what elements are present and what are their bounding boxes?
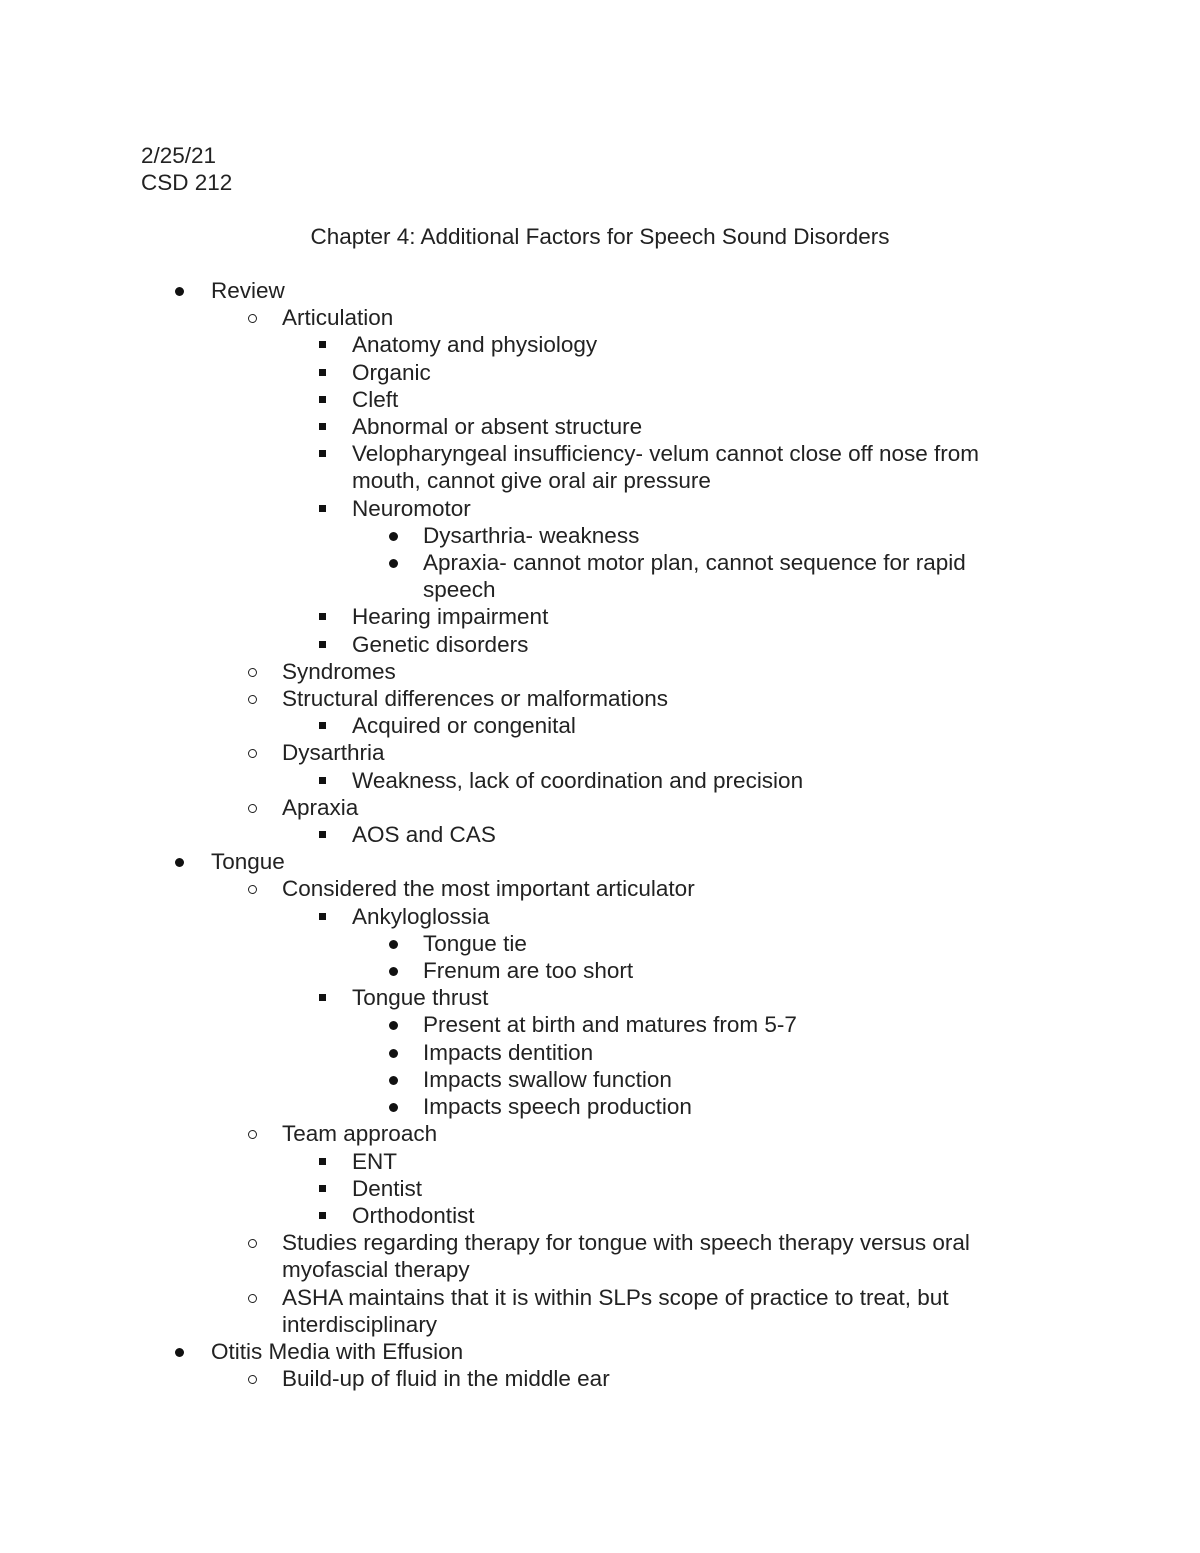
square-bullet-icon (319, 396, 326, 403)
square-bullet-icon (319, 505, 326, 512)
outline-item-text: Syndromes (282, 658, 396, 684)
outline-item-level-3 (0, 495, 1200, 522)
outline-item-text: Structural differences or malformations (282, 686, 668, 712)
hollow-circle-bullet-icon (248, 1375, 257, 1384)
square-bullet-icon (319, 831, 326, 838)
outline-item-level-3 (0, 984, 1200, 1011)
chapter-title: Chapter 4: Additional Factors for Speech Sound Disorders (310, 224, 890, 249)
outline-item-level-2 (0, 1365, 1200, 1392)
outline-item-level-3 (0, 1175, 1200, 1202)
outline-item-level-3 (0, 331, 1200, 358)
outline-item-text: Impacts swallow function (423, 1066, 672, 1092)
outline-item-text: Frenum are too short (423, 958, 634, 984)
outline-item-text: Apraxia (282, 794, 359, 820)
round-bullet-icon (389, 967, 398, 976)
outline-item-text: Apraxia- cannot motor plan, cannot sequence for rapid speech (423, 550, 966, 603)
course-code: CSD 212 (141, 170, 233, 195)
outline-item-text: Studies regarding therapy for tongue with speech therapy versus oral myofascial therapy (282, 1230, 970, 1283)
outline-item-level-3 (0, 631, 1200, 658)
outline-item-level-2 (0, 794, 1200, 821)
outline-item-level-3 (0, 821, 1200, 848)
hollow-circle-bullet-icon (248, 749, 257, 758)
square-bullet-icon (319, 341, 326, 348)
outline-item-text: Articulation (282, 305, 394, 331)
outline-item-level-4 (0, 1093, 1200, 1120)
outline-item-level-1 (0, 277, 1200, 304)
round-bullet-icon (175, 287, 184, 296)
hollow-circle-bullet-icon (248, 314, 257, 323)
outline-item-text: Tongue tie (423, 930, 527, 956)
outline-item-text: Neuromotor (352, 495, 471, 521)
round-bullet-icon (389, 559, 398, 568)
outline-item-text: Team approach (282, 1121, 438, 1147)
outline-item-text: Dentist (352, 1175, 423, 1201)
hollow-circle-bullet-icon (248, 804, 257, 813)
outline-item-level-4 (0, 522, 1200, 549)
outline-item-text: Genetic disorders (352, 631, 529, 657)
outline-item-text: Dysarthria (282, 740, 385, 766)
outline-item-level-3 (0, 1148, 1200, 1175)
outline-item-level-3 (0, 440, 1200, 494)
square-bullet-icon (319, 641, 326, 648)
outline-item-level-2 (0, 1284, 1200, 1338)
hollow-circle-bullet-icon (248, 695, 257, 704)
square-bullet-icon (319, 1158, 326, 1165)
outline-item-text: Considered the most important articulator (282, 876, 695, 902)
outline-item-level-3 (0, 903, 1200, 930)
outline-item-level-3 (0, 386, 1200, 413)
hollow-circle-bullet-icon (248, 1294, 257, 1303)
outline-item-level-3 (0, 413, 1200, 440)
outline-item-level-4 (0, 1066, 1200, 1093)
hollow-circle-bullet-icon (248, 1130, 257, 1139)
outline-item-level-4 (0, 549, 1200, 603)
outline-item-text: ASHA maintains that it is within SLPs scope of practice to treat, but interdisciplinary (282, 1284, 949, 1337)
round-bullet-icon (175, 1348, 184, 1357)
outline-item-text: Hearing impairment (352, 604, 549, 630)
outline-item-text: Velopharyngeal insufficiency- velum cannot close off nose from mouth, cannot give oral air pressure (352, 441, 980, 494)
square-bullet-icon (319, 450, 326, 457)
outline-item-level-3 (0, 767, 1200, 794)
round-bullet-icon (389, 1049, 398, 1058)
outline-item-text: Anatomy and physiology (352, 332, 598, 358)
outline-item-text: Impacts dentition (423, 1039, 594, 1065)
round-bullet-icon (389, 1076, 398, 1085)
round-bullet-icon (389, 940, 398, 949)
outline-item-text: Weakness, lack of coordination and precision (352, 767, 804, 793)
hollow-circle-bullet-icon (248, 885, 257, 894)
outline-item-text: Impacts speech production (423, 1094, 692, 1120)
hollow-circle-bullet-icon (248, 668, 257, 677)
outline-item-level-3 (0, 712, 1200, 739)
square-bullet-icon (319, 423, 326, 430)
square-bullet-icon (319, 777, 326, 784)
outline-item-level-4 (0, 957, 1200, 984)
square-bullet-icon (319, 913, 326, 920)
outline-item-level-4 (0, 1011, 1200, 1038)
outline-item-level-3 (0, 359, 1200, 386)
outline-item-text: Build-up of fluid in the middle ear (282, 1366, 610, 1392)
outline-item-level-4 (0, 930, 1200, 957)
outline-item-text: Tongue (211, 849, 285, 875)
round-bullet-icon (389, 1103, 398, 1112)
outline-item-level-1 (0, 1338, 1200, 1365)
outline-item-text: Dysarthria- weakness (423, 522, 640, 548)
square-bullet-icon (319, 369, 326, 376)
outline-item-text: Abnormal or absent structure (352, 414, 643, 440)
outline-item-text: Review (211, 278, 285, 303)
outline-item-text: Organic (352, 359, 431, 385)
outline-item-text: Ankyloglossia (352, 903, 490, 929)
outline-item-level-2 (0, 658, 1200, 685)
outline-item-text: ENT (352, 1148, 397, 1174)
outline-item-text: AOS and CAS (352, 822, 496, 848)
square-bullet-icon (319, 1185, 326, 1192)
square-bullet-icon (319, 1212, 326, 1219)
outline-item-level-3 (0, 603, 1200, 630)
outline-item-text: Present at birth and matures from 5-7 (423, 1012, 797, 1038)
outline-item-level-2 (0, 685, 1200, 712)
outline-item-text: Tongue thrust (352, 985, 489, 1011)
outline-item-level-2 (0, 875, 1200, 902)
square-bullet-icon (319, 722, 326, 729)
round-bullet-icon (389, 532, 398, 541)
outline-item-level-2 (0, 1229, 1200, 1283)
outline-item-text: Acquired or congenital (352, 713, 576, 739)
outline-item-level-4 (0, 1039, 1200, 1066)
outline-item-level-2 (0, 739, 1200, 766)
round-bullet-icon (175, 858, 184, 867)
outline-item-text: Cleft (352, 386, 399, 412)
outline-item-level-3 (0, 1202, 1200, 1229)
round-bullet-icon (389, 1021, 398, 1030)
outline-item-level-1 (0, 848, 1200, 875)
outline-item-text: Orthodontist (352, 1202, 475, 1228)
outline-item-level-2 (0, 1120, 1200, 1147)
outline-list (0, 277, 1200, 1392)
note-date: 2/25/21 (141, 143, 217, 168)
hollow-circle-bullet-icon (248, 1239, 257, 1248)
outline-item-level-2 (0, 304, 1200, 331)
outline-item-text: Otitis Media with Effusion (211, 1338, 464, 1364)
square-bullet-icon (319, 994, 326, 1001)
square-bullet-icon (319, 613, 326, 620)
